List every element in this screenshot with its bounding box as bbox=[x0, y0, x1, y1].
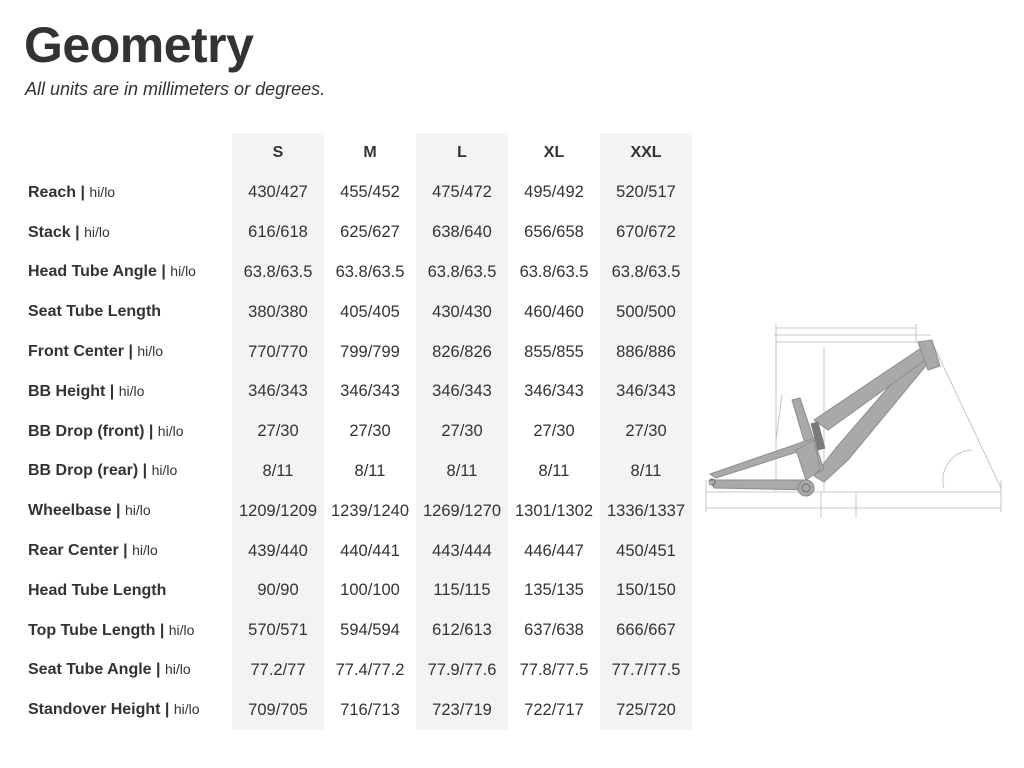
table-row bbox=[0, 412, 692, 452]
table-row bbox=[0, 213, 692, 253]
row-label bbox=[0, 412, 232, 452]
table-cell: 716/713 bbox=[340, 700, 400, 719]
table-cell: 63.8/63.5 bbox=[232, 253, 324, 293]
table-cell: 455/452 bbox=[340, 183, 400, 202]
size-header-row bbox=[0, 133, 692, 173]
table-cell: 115/115 bbox=[416, 571, 508, 611]
table-row bbox=[0, 372, 692, 412]
table-cell: 855/855 bbox=[524, 342, 584, 361]
table-row bbox=[0, 571, 692, 611]
table-cell: 722/717 bbox=[524, 700, 584, 719]
row-label bbox=[0, 213, 232, 253]
table-cell: 90/90 bbox=[232, 571, 324, 611]
table-cell: 666/667 bbox=[600, 611, 692, 651]
table-cell: 638/640 bbox=[416, 213, 508, 253]
table-cell: 460/460 bbox=[524, 302, 584, 321]
table-cell: 799/799 bbox=[340, 342, 400, 361]
table-cell: 770/770 bbox=[232, 332, 324, 372]
row-label bbox=[0, 372, 232, 412]
table-row bbox=[0, 292, 692, 332]
table-cell: 670/672 bbox=[600, 213, 692, 253]
table-cell: 405/405 bbox=[340, 302, 400, 321]
row-label-separator: | bbox=[70, 223, 85, 241]
table-cell: 450/451 bbox=[600, 531, 692, 571]
table-cell: 77.2/77 bbox=[232, 651, 324, 691]
table-cell: 346/343 bbox=[232, 372, 324, 412]
size-header-l: L bbox=[416, 133, 508, 173]
row-label bbox=[0, 651, 232, 691]
table-cell: 439/440 bbox=[232, 531, 324, 571]
row-label-text: BB Drop (front) bbox=[28, 422, 145, 440]
table-cell: 27/30 bbox=[533, 422, 575, 441]
table-cell: 430/427 bbox=[232, 173, 324, 213]
table-cell: 8/11 bbox=[416, 452, 508, 492]
table-cell: 77.7/77.5 bbox=[600, 651, 692, 691]
row-label-unit: hi/lo bbox=[164, 661, 191, 678]
table-row bbox=[0, 332, 692, 372]
table-cell: 27/30 bbox=[416, 412, 508, 452]
row-label-separator: | bbox=[138, 462, 152, 480]
table-cell: 100/100 bbox=[340, 581, 400, 600]
table-cell: 625/627 bbox=[340, 223, 400, 242]
table-cell: 1269/1270 bbox=[416, 491, 508, 531]
row-label-text: Standover Height bbox=[28, 701, 161, 719]
table-cell: 27/30 bbox=[232, 412, 324, 452]
table-cell: 495/492 bbox=[524, 183, 584, 202]
row-label-unit: hi/lo bbox=[168, 621, 195, 638]
row-label bbox=[0, 173, 232, 213]
row-label-text: Head Tube Angle bbox=[28, 263, 157, 281]
row-label bbox=[0, 611, 232, 651]
table-cell: 440/441 bbox=[340, 541, 400, 560]
table-cell: 346/343 bbox=[340, 382, 400, 401]
table-cell: 8/11 bbox=[600, 452, 692, 492]
row-label bbox=[0, 292, 232, 332]
row-label bbox=[0, 491, 232, 531]
table-cell: 430/430 bbox=[416, 292, 508, 332]
page-subtitle: All units are in millimeters or degrees. bbox=[25, 79, 326, 99]
table-cell: 135/135 bbox=[524, 581, 584, 600]
table-cell: 475/472 bbox=[416, 173, 508, 213]
table-cell: 1301/1302 bbox=[515, 501, 593, 520]
table-cell: 63.8/63.5 bbox=[335, 262, 405, 281]
table-cell: 1336/1337 bbox=[600, 491, 692, 531]
table-cell: 346/343 bbox=[524, 382, 584, 401]
table-cell: 77.4/77.2 bbox=[335, 660, 405, 679]
table-cell: 27/30 bbox=[600, 412, 692, 452]
table-row bbox=[0, 531, 692, 571]
table-cell: 616/618 bbox=[232, 213, 324, 253]
row-label bbox=[0, 690, 232, 730]
bike-frame-icon bbox=[696, 320, 1006, 525]
table-cell: 612/613 bbox=[416, 611, 508, 651]
row-label-separator: | bbox=[105, 382, 119, 400]
row-label-separator: | bbox=[76, 183, 90, 201]
table-cell: 150/150 bbox=[600, 571, 692, 611]
table-cell: 346/343 bbox=[416, 372, 508, 412]
table-cell: 63.8/63.5 bbox=[416, 253, 508, 293]
size-header-xl: XL bbox=[543, 144, 565, 161]
row-label-separator: | bbox=[155, 621, 169, 639]
row-label-separator: | bbox=[160, 701, 174, 719]
table-cell: 570/571 bbox=[232, 611, 324, 651]
row-label-separator: | bbox=[124, 343, 138, 361]
table-cell: 520/517 bbox=[600, 173, 692, 213]
table-cell: 656/658 bbox=[524, 223, 584, 242]
table-row bbox=[0, 611, 692, 651]
row-label-unit: hi/lo bbox=[173, 701, 200, 718]
table-row bbox=[0, 173, 692, 213]
table-cell: 63.8/63.5 bbox=[519, 262, 589, 281]
row-label bbox=[0, 531, 232, 571]
row-label-text: BB Drop (rear) bbox=[28, 462, 139, 480]
size-header-xxl: XXL bbox=[600, 133, 692, 173]
row-label-unit: hi/lo bbox=[118, 382, 145, 399]
table-cell: 77.9/77.6 bbox=[416, 651, 508, 691]
table-row bbox=[0, 452, 692, 492]
page-title: Geometry bbox=[24, 17, 254, 73]
geometry-table-body bbox=[0, 173, 692, 730]
row-label-text: Rear Center bbox=[28, 542, 119, 560]
table-row bbox=[0, 253, 692, 293]
table-cell: 886/886 bbox=[600, 332, 692, 372]
size-header-s: S bbox=[232, 133, 324, 173]
table-cell: 446/447 bbox=[524, 541, 584, 560]
row-label bbox=[0, 332, 232, 372]
row-label-unit: hi/lo bbox=[132, 542, 158, 559]
table-row bbox=[0, 690, 692, 730]
row-label bbox=[0, 452, 232, 492]
table-cell: 8/11 bbox=[354, 461, 386, 480]
geometry-table bbox=[0, 133, 692, 730]
row-label-unit: hi/lo bbox=[89, 183, 116, 200]
table-cell: 1239/1240 bbox=[331, 501, 409, 520]
row-label-unit: hi/lo bbox=[84, 223, 110, 240]
row-label-text: Reach bbox=[28, 183, 77, 201]
row-label-unit: hi/lo bbox=[151, 462, 178, 479]
table-cell: 594/594 bbox=[340, 621, 400, 640]
row-label-text: Head Tube Length bbox=[28, 581, 167, 599]
table-cell: 380/380 bbox=[232, 292, 324, 332]
table-row bbox=[0, 651, 692, 691]
row-label-separator: | bbox=[118, 542, 133, 560]
row-label-text: Top Tube Length bbox=[28, 621, 156, 639]
table-cell: 709/705 bbox=[232, 690, 324, 730]
row-label-text: BB Height bbox=[28, 382, 106, 400]
table-cell: 826/826 bbox=[416, 332, 508, 372]
row-label bbox=[0, 253, 232, 293]
table-row bbox=[0, 491, 692, 531]
table-cell: 8/11 bbox=[232, 452, 324, 492]
header-label-cell bbox=[0, 133, 232, 173]
row-label bbox=[0, 571, 232, 611]
table-cell: 725/720 bbox=[600, 690, 692, 730]
table-cell: 723/719 bbox=[416, 690, 508, 730]
table-cell: 637/638 bbox=[524, 621, 584, 640]
row-label-text: Front Center bbox=[28, 343, 124, 361]
table-cell: 27/30 bbox=[349, 422, 391, 441]
table-cell: 63.8/63.5 bbox=[600, 253, 692, 293]
row-label-separator: | bbox=[156, 263, 171, 281]
row-label-unit: hi/lo bbox=[157, 422, 184, 439]
row-label-separator: | bbox=[144, 422, 158, 440]
table-cell: 8/11 bbox=[538, 461, 570, 480]
row-label-text: Seat Tube Angle bbox=[28, 661, 152, 679]
table-cell: 346/343 bbox=[600, 372, 692, 412]
row-label-text: Stack bbox=[28, 223, 71, 241]
size-header-m: M bbox=[363, 144, 377, 161]
row-label-text: Wheelbase bbox=[28, 502, 112, 520]
table-cell: 1209/1209 bbox=[232, 491, 324, 531]
row-label-unit: hi/lo bbox=[137, 343, 164, 360]
row-label-separator: | bbox=[111, 502, 125, 520]
table-cell: 500/500 bbox=[600, 292, 692, 332]
row-label-separator: | bbox=[151, 661, 165, 679]
table-cell: 77.8/77.5 bbox=[519, 660, 589, 679]
row-label-unit: hi/lo bbox=[170, 263, 196, 280]
row-label-text: Seat Tube Length bbox=[28, 303, 162, 321]
row-label-unit: hi/lo bbox=[124, 502, 151, 519]
table-cell: 443/444 bbox=[416, 531, 508, 571]
